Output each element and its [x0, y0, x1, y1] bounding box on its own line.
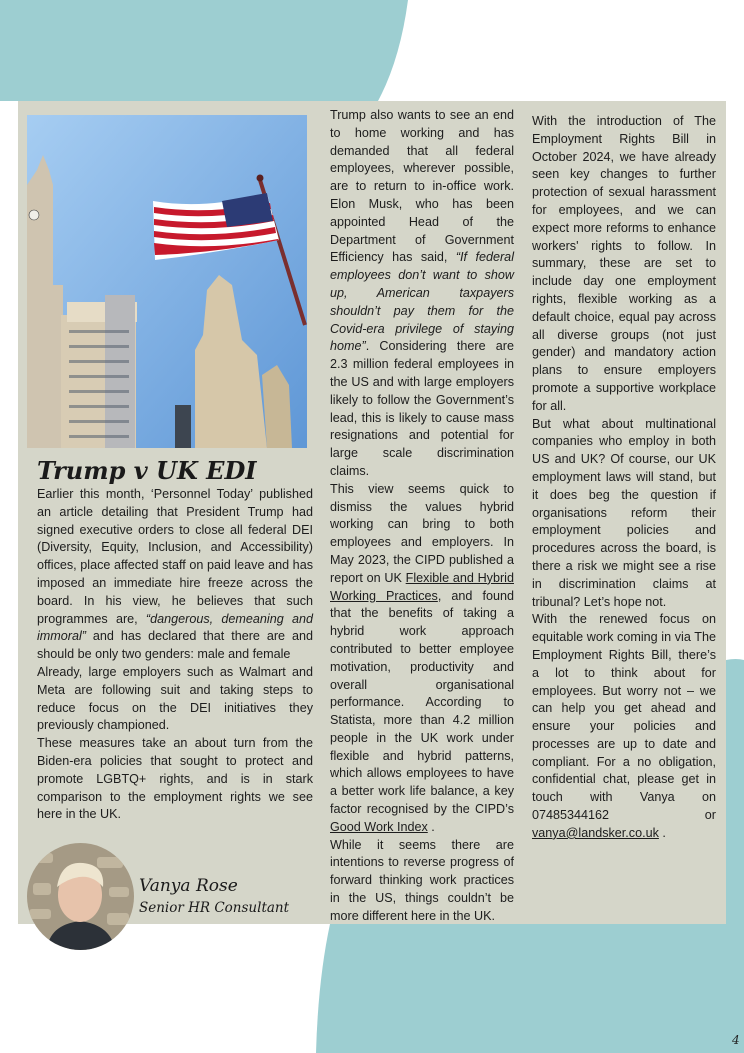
text: . [427, 819, 435, 834]
paragraph: These measures take an about turn from the Biden-era policies that sought to protect and promote LGBTQ+ rights, and is in stark comparison to the employment rights we see here in the UK. [37, 736, 313, 822]
quote: “If federal employees don’t want to show up, American taxpayers shouldn’t pay them for the Covid-era privilege of staying home” [330, 250, 514, 354]
text: , and found that the benefits of taking a hybrid work approach contributed to better employee motivation, productivity and overall organisational performance. According to Statista, more than 4.2 million people in the UK work under flexible and hybrid patterns, which allows employees to have a better work life balance, a key factor recognised by the CIPD’s [330, 588, 514, 817]
email-link[interactable]: vanya@landsker.co.uk [532, 825, 659, 840]
decorative-teal-shape-top [0, 0, 408, 101]
cipd-report-link[interactable]: Flexible and Hybrid Working Practices [330, 570, 514, 603]
text: With the renewed focus on equitable work coming in via The Employment Rights Bill, there’s a lot to think about for employees. But worry not – we can help you get ahead and ensure your policies and processes are up to date and compliant. For a no obligation, confidential chat, please get in touch with Vanya on 07485344162 or [532, 612, 716, 823]
page-number: 4 [732, 1033, 740, 1047]
paragraph [330, 481, 514, 837]
author-avatar [27, 843, 134, 950]
paragraph: But what about multinational companies who employ in both US and UK? Of course, our UK employment laws will stand, but it does beg the question if organisations reform their employment policies and procedures across the board, is there a risk we might see a rise in discrimination claims at tribunal? Let’s hope not. [532, 416, 716, 609]
author-name: Vanya Rose [139, 876, 238, 896]
paragraph: Already, large employers such as Walmart and Meta are following suit and taking steps to reduce focus on the DEI initiatives they previously championed. [37, 664, 313, 733]
paragraph [330, 107, 514, 481]
quote: “dangerous, demeaning and immoral” [37, 611, 313, 644]
paragraph [532, 611, 716, 842]
text: and has declared that there are and should be only two genders: male and female [37, 629, 313, 662]
text: Earlier this month, ‘Personnel Today’ published an article detailing that President Trump had signed executive orders to close all federal DEI (Diversity, Equity, Inclusion, and Accessibility) offices, place affected staff on paid leave and has imposed an immediate hire freeze across the board. In his view, he believes that such programmes are, [37, 487, 313, 626]
text: Trump also wants to see an end to home working and has demanded that all federal employees, wherever possible, are to return to in-office work. Elon Musk, who has been appointed Head of the Department of Government Efficiency has said, [330, 108, 514, 265]
paragraph: With the introduction of The Employment Rights Bill in October 2024, we have already seen key changes to further protection of sexual harassment for employees, and we can expect more reforms to enhance workers' rights to follow. In summary, these are set to include day one employment rights, flexible working as a default choice, equal pay across all diverse groups (not just gender) and mandatory action plans to ensure employers promote a supportive workplace for all. [532, 114, 716, 413]
author-role: Senior HR Consultant [139, 900, 290, 916]
paragraph [37, 486, 313, 664]
good-work-index-link[interactable]: Good Work Index [330, 819, 428, 834]
decorative-teal-shape-right [726, 659, 744, 924]
article-heading: Trump v UK EDI [37, 456, 257, 485]
text: This view seems quick to dismiss the values hybrid working can bring to both employees and employers. In May 2023, the CIPD published a report on UK [330, 481, 514, 585]
text: . [658, 825, 666, 840]
article-photo-flag-buildings [27, 115, 307, 448]
paragraph: While it seems there are intentions to reverse progress of forward thinking work practices in the US, things couldn’t be more different here in the UK. [330, 837, 514, 923]
article-column-2 [330, 107, 514, 926]
decorative-teal-shape-bottom [316, 924, 744, 1053]
article-column-1 [37, 486, 313, 824]
article-column-3 [532, 113, 716, 843]
text: . Considering there are 2.3 million federal employees in the US and with large employers likely to follow the Government’s lead, this is likely to cause mass resignations and potential for large scale discrimination claims. [330, 339, 514, 478]
